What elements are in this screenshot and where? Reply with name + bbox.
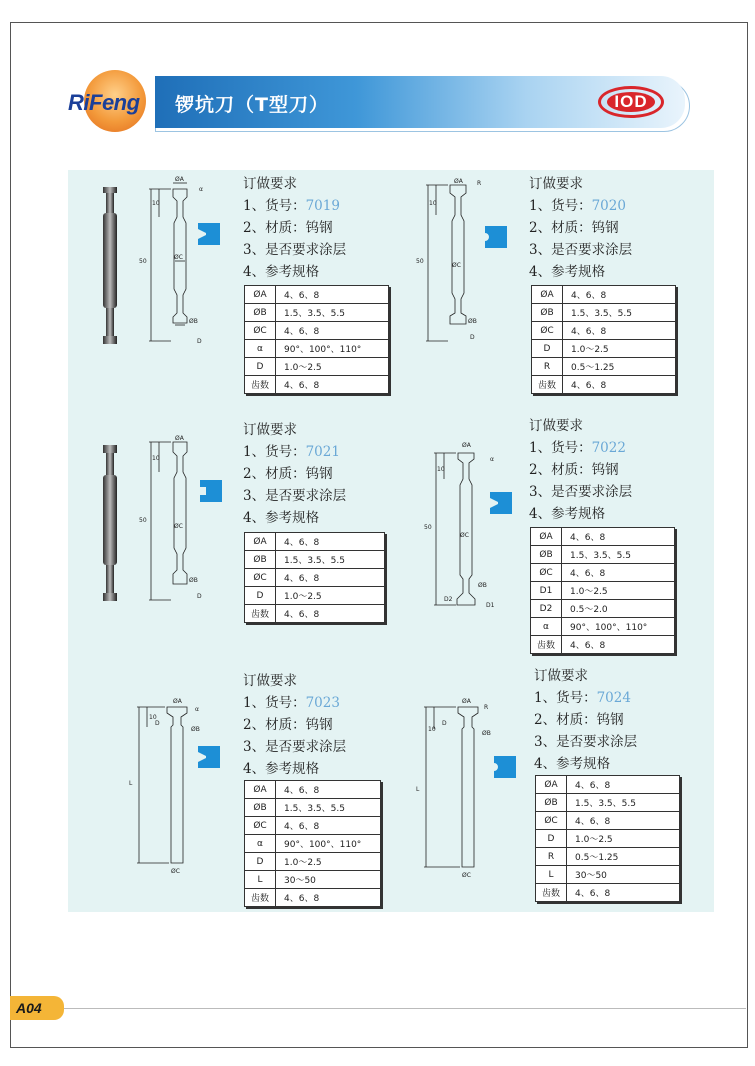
label-10: 10 <box>152 455 160 462</box>
spec-key-cell: ØB <box>532 304 563 322</box>
spec-value-cell: 4、6、8 <box>276 781 381 799</box>
brand-mark <box>598 86 664 118</box>
tool-drawing-7019 <box>135 175 210 350</box>
table-row <box>531 528 675 546</box>
spec-key-cell: ØA <box>531 528 562 546</box>
spec-key-cell: R <box>536 848 567 866</box>
profile-icon-round <box>485 226 507 248</box>
spec-key-cell: 齿数 <box>245 889 276 907</box>
spec-key-cell: ØB <box>245 551 276 569</box>
spec-value-cell: 4、6、8 <box>276 533 385 551</box>
spec-coating: 3、是否要求涂层 <box>243 739 347 755</box>
company-logo <box>68 70 160 134</box>
label-d: D <box>470 334 475 341</box>
spec-material: 2、材质：钨钢 <box>243 220 333 236</box>
spec-value-cell: 0.5～2.0 <box>562 600 675 618</box>
spec-coating: 3、是否要求涂层 <box>534 734 638 750</box>
spec-value-cell: 4、6、8 <box>276 322 389 340</box>
label-a: ØA <box>454 178 463 185</box>
spec-value-cell: 4、6、8 <box>276 605 385 623</box>
label-d1: D1 <box>486 602 495 609</box>
spec-item-prefix: 1、货号： <box>243 444 306 460</box>
table-row <box>245 871 381 889</box>
spec-value-cell: 1.5、3.5、5.5 <box>562 546 675 564</box>
table-row <box>245 304 389 322</box>
table-row <box>245 286 389 304</box>
spec-key-cell: D <box>532 340 563 358</box>
spec-key-cell: 齿数 <box>245 605 276 623</box>
spec-key-cell: ØA <box>245 533 276 551</box>
spec-heading: 订做要求 <box>243 422 297 438</box>
spec-table-7021 <box>244 532 385 623</box>
label-l: L <box>416 786 420 793</box>
profile-icon-angled <box>490 492 512 514</box>
spec-key-cell: D <box>245 358 276 376</box>
spec-ref: 4、参考规格 <box>529 506 606 522</box>
spec-key-cell: D1 <box>531 582 562 600</box>
label-l: L <box>129 780 133 787</box>
tool-drawing-7022 <box>420 435 505 615</box>
spec-heading: 订做要求 <box>529 418 583 434</box>
spec-item-line <box>243 692 346 714</box>
label-alpha: α <box>199 186 203 193</box>
spec-ref: 4、参考规格 <box>243 510 320 526</box>
label-50: 50 <box>139 517 147 524</box>
spec-text-7019 <box>243 173 346 283</box>
spec-text-7023 <box>243 670 346 780</box>
spec-value-cell: 1.5、3.5、5.5 <box>563 304 676 322</box>
spec-value-cell: 1.0～2.5 <box>567 830 680 848</box>
spec-key-cell: ØC <box>531 564 562 582</box>
table-row <box>536 794 680 812</box>
label-alpha: α <box>490 456 494 463</box>
table-row <box>245 835 381 853</box>
table-row <box>245 817 381 835</box>
spec-key-cell: α <box>245 835 276 853</box>
label-50: 50 <box>424 524 432 531</box>
spec-text-7020 <box>529 173 632 283</box>
spec-value-cell: 4、6、8 <box>567 812 680 830</box>
spec-item-line <box>529 195 632 217</box>
spec-key-cell: D <box>245 853 276 871</box>
spec-value-cell: 1.0～2.5 <box>276 853 381 871</box>
label-r: R <box>477 180 482 187</box>
brand-mark-text: IOD <box>614 92 648 111</box>
spec-ref: 4、参考规格 <box>529 264 606 280</box>
table-row <box>245 340 389 358</box>
label-b: ØB <box>189 577 198 584</box>
label-d: D <box>155 720 160 727</box>
spec-value-cell: 90°、100°、110° <box>562 618 675 636</box>
spec-value-cell: 4、6、8 <box>563 322 676 340</box>
label-b: ØB <box>482 730 491 737</box>
spec-ref: 4、参考规格 <box>243 264 320 280</box>
spec-heading: 订做要求 <box>534 668 588 684</box>
table-row <box>245 587 385 605</box>
table-row <box>531 546 675 564</box>
spec-coating: 3、是否要求涂层 <box>243 488 347 504</box>
spec-table-7022 <box>530 527 675 654</box>
table-row <box>245 799 381 817</box>
spec-material: 2、材质：钨钢 <box>243 717 333 733</box>
spec-item-code: 7023 <box>305 695 340 711</box>
label-alpha: α <box>195 706 199 713</box>
spec-coating: 3、是否要求涂层 <box>243 242 347 258</box>
profile-icon-round <box>494 756 516 778</box>
table-row <box>531 564 675 582</box>
spec-heading: 订做要求 <box>243 176 297 192</box>
spec-key-cell: D <box>245 587 276 605</box>
table-row <box>536 812 680 830</box>
spec-table-7019 <box>244 285 389 394</box>
spec-key-cell: R <box>532 358 563 376</box>
spec-text-7021 <box>243 419 346 529</box>
spec-item-code: 7020 <box>591 198 626 214</box>
label-c: ØC <box>174 254 183 261</box>
spec-item-line <box>243 441 346 463</box>
spec-value-cell: 90°、100°、110° <box>276 835 381 853</box>
spec-item-line <box>529 437 632 459</box>
spec-key-cell: ØA <box>245 286 276 304</box>
profile-icon-square <box>200 480 222 502</box>
spec-key-cell: ØC <box>245 569 276 587</box>
table-row <box>532 376 676 394</box>
label-a: ØA <box>175 176 184 183</box>
table-row <box>245 376 389 394</box>
tool-drawing-7023 <box>125 695 210 880</box>
spec-key-cell: ØA <box>532 286 563 304</box>
spec-value-cell: 4、6、8 <box>563 286 676 304</box>
spec-material: 2、材质：钨钢 <box>529 220 619 236</box>
spec-key-cell: ØA <box>536 776 567 794</box>
label-10: 10 <box>429 200 437 207</box>
label-50: 50 <box>416 258 424 265</box>
table-row <box>536 830 680 848</box>
label-50: 50 <box>139 258 147 265</box>
spec-key-cell: ØC <box>245 817 276 835</box>
spec-value-cell: 1.0～2.5 <box>276 587 385 605</box>
spec-material: 2、材质：钨钢 <box>243 466 333 482</box>
spec-key-cell: 齿数 <box>245 376 276 394</box>
spec-value-cell: 4、6、8 <box>567 776 680 794</box>
spec-value-cell: 30～50 <box>276 871 381 889</box>
spec-key-cell: ØA <box>245 781 276 799</box>
table-row <box>536 848 680 866</box>
label-a: ØA <box>462 698 471 705</box>
spec-key-cell: 齿数 <box>532 376 563 394</box>
table-row <box>245 322 389 340</box>
spec-item-line <box>243 195 346 217</box>
label-b: ØB <box>189 318 198 325</box>
table-row <box>245 853 381 871</box>
table-row <box>536 866 680 884</box>
label-b: ØB <box>468 318 477 325</box>
spec-table-7020 <box>531 285 676 394</box>
profile-icon-angled <box>198 746 220 768</box>
profile-icon-angled <box>198 223 220 245</box>
spec-heading: 订做要求 <box>243 673 297 689</box>
footer-line <box>64 1008 746 1009</box>
spec-item-code: 7022 <box>591 440 626 456</box>
spec-key-cell: D2 <box>531 600 562 618</box>
tool-drawing-7021 <box>135 430 210 610</box>
spec-value-cell: 1.5、3.5、5.5 <box>276 551 385 569</box>
spec-value-cell: 90°、100°、110° <box>276 340 389 358</box>
tool-photo-7019 <box>95 185 125 350</box>
spec-table-7024 <box>535 775 680 902</box>
label-d2: D2 <box>444 596 453 603</box>
spec-value-cell: 1.5、3.5、5.5 <box>276 799 381 817</box>
label-a: ØA <box>173 698 182 705</box>
spec-key-cell: ØB <box>245 304 276 322</box>
spec-table-7023 <box>244 780 381 907</box>
spec-key-cell: ØB <box>536 794 567 812</box>
spec-value-cell: 4、6、8 <box>276 817 381 835</box>
table-row <box>245 889 381 907</box>
spec-coating: 3、是否要求涂层 <box>529 484 633 500</box>
spec-item-prefix: 1、货号： <box>529 198 592 214</box>
table-row <box>531 600 675 618</box>
table-row <box>532 286 676 304</box>
table-row <box>536 884 680 902</box>
spec-key-cell: α <box>531 618 562 636</box>
spec-item-prefix: 1、货号： <box>243 198 306 214</box>
label-10: 10 <box>152 200 160 207</box>
table-row <box>245 358 389 376</box>
spec-key-cell: ØC <box>532 322 563 340</box>
table-row <box>532 340 676 358</box>
label-d: D <box>197 338 202 345</box>
spec-item-prefix: 1、货号： <box>534 690 597 706</box>
label-c: ØC <box>171 868 180 875</box>
spec-key-cell: L <box>536 866 567 884</box>
spec-value-cell: 4、6、8 <box>276 376 389 394</box>
page-number-tag <box>10 996 64 1020</box>
table-row <box>245 533 385 551</box>
table-row <box>531 618 675 636</box>
spec-value-cell: 0.5～1.25 <box>567 848 680 866</box>
label-d: D <box>442 720 447 727</box>
spec-key-cell: ØB <box>531 546 562 564</box>
spec-value-cell: 1.5、3.5、5.5 <box>276 304 389 322</box>
spec-item-prefix: 1、货号： <box>243 695 306 711</box>
spec-ref: 4、参考规格 <box>534 756 611 772</box>
spec-key-cell: D <box>536 830 567 848</box>
label-c: ØC <box>460 532 469 539</box>
label-c: ØC <box>174 523 183 530</box>
table-row <box>245 569 385 587</box>
spec-item-code: 7024 <box>596 690 631 706</box>
label-d: D <box>197 593 202 600</box>
label-c: ØC <box>452 262 461 269</box>
table-row <box>532 304 676 322</box>
table-row <box>532 322 676 340</box>
label-r: R <box>484 704 489 711</box>
page-title: 锣坑刀（T型刀） <box>175 94 329 116</box>
spec-value-cell: 1.0～2.5 <box>562 582 675 600</box>
spec-coating: 3、是否要求涂层 <box>529 242 633 258</box>
label-b: ØB <box>478 582 487 589</box>
spec-item-code: 7021 <box>305 444 340 460</box>
spec-item-code: 7019 <box>305 198 340 214</box>
spec-key-cell: 齿数 <box>536 884 567 902</box>
spec-text-7024 <box>534 665 637 775</box>
spec-value-cell: 4、6、8 <box>563 376 676 394</box>
spec-key-cell: ØB <box>245 799 276 817</box>
logo-text: RiFeng <box>68 90 140 115</box>
tool-photo-7021 <box>95 443 125 608</box>
table-row <box>532 358 676 376</box>
spec-key-cell: 齿数 <box>531 636 562 654</box>
spec-value-cell: 0.5～1.25 <box>563 358 676 376</box>
spec-heading: 订做要求 <box>529 176 583 192</box>
label-a: ØA <box>175 435 184 442</box>
label-a: ØA <box>462 442 471 449</box>
table-row <box>531 636 675 654</box>
spec-value-cell: 1.5、3.5、5.5 <box>567 794 680 812</box>
spec-text-7022 <box>529 415 632 525</box>
page-number: A04 <box>16 1000 42 1016</box>
label-b: ØB <box>191 726 200 733</box>
spec-value-cell: 4、6、8 <box>276 569 385 587</box>
tool-drawing-7024 <box>410 695 495 885</box>
spec-value-cell: 1.0～2.5 <box>563 340 676 358</box>
label-c: ØC <box>462 872 471 879</box>
spec-material: 2、材质：钨钢 <box>534 712 624 728</box>
spec-value-cell: 1.0～2.5 <box>276 358 389 376</box>
spec-item-prefix: 1、货号： <box>529 440 592 456</box>
label-10: 10 <box>437 466 445 473</box>
spec-key-cell: L <box>245 871 276 889</box>
spec-material: 2、材质：钨钢 <box>529 462 619 478</box>
table-row <box>245 551 385 569</box>
spec-value-cell: 4、6、8 <box>562 528 675 546</box>
label-10: 10 <box>149 714 157 721</box>
spec-key-cell: ØC <box>245 322 276 340</box>
spec-value-cell: 4、6、8 <box>562 636 675 654</box>
spec-key-cell: α <box>245 340 276 358</box>
table-row <box>531 582 675 600</box>
spec-value-cell: 4、6、8 <box>562 564 675 582</box>
spec-item-line <box>534 687 637 709</box>
label-10: 10 <box>428 726 436 733</box>
spec-value-cell: 4、6、8 <box>276 889 381 907</box>
spec-key-cell: ØC <box>536 812 567 830</box>
table-row <box>536 776 680 794</box>
spec-value-cell: 30～50 <box>567 866 680 884</box>
spec-value-cell: 4、6、8 <box>276 286 389 304</box>
table-row <box>245 781 381 799</box>
spec-value-cell: 4、6、8 <box>567 884 680 902</box>
spec-ref: 4、参考规格 <box>243 761 320 777</box>
table-row <box>245 605 385 623</box>
tool-drawing-7020 <box>410 175 490 350</box>
